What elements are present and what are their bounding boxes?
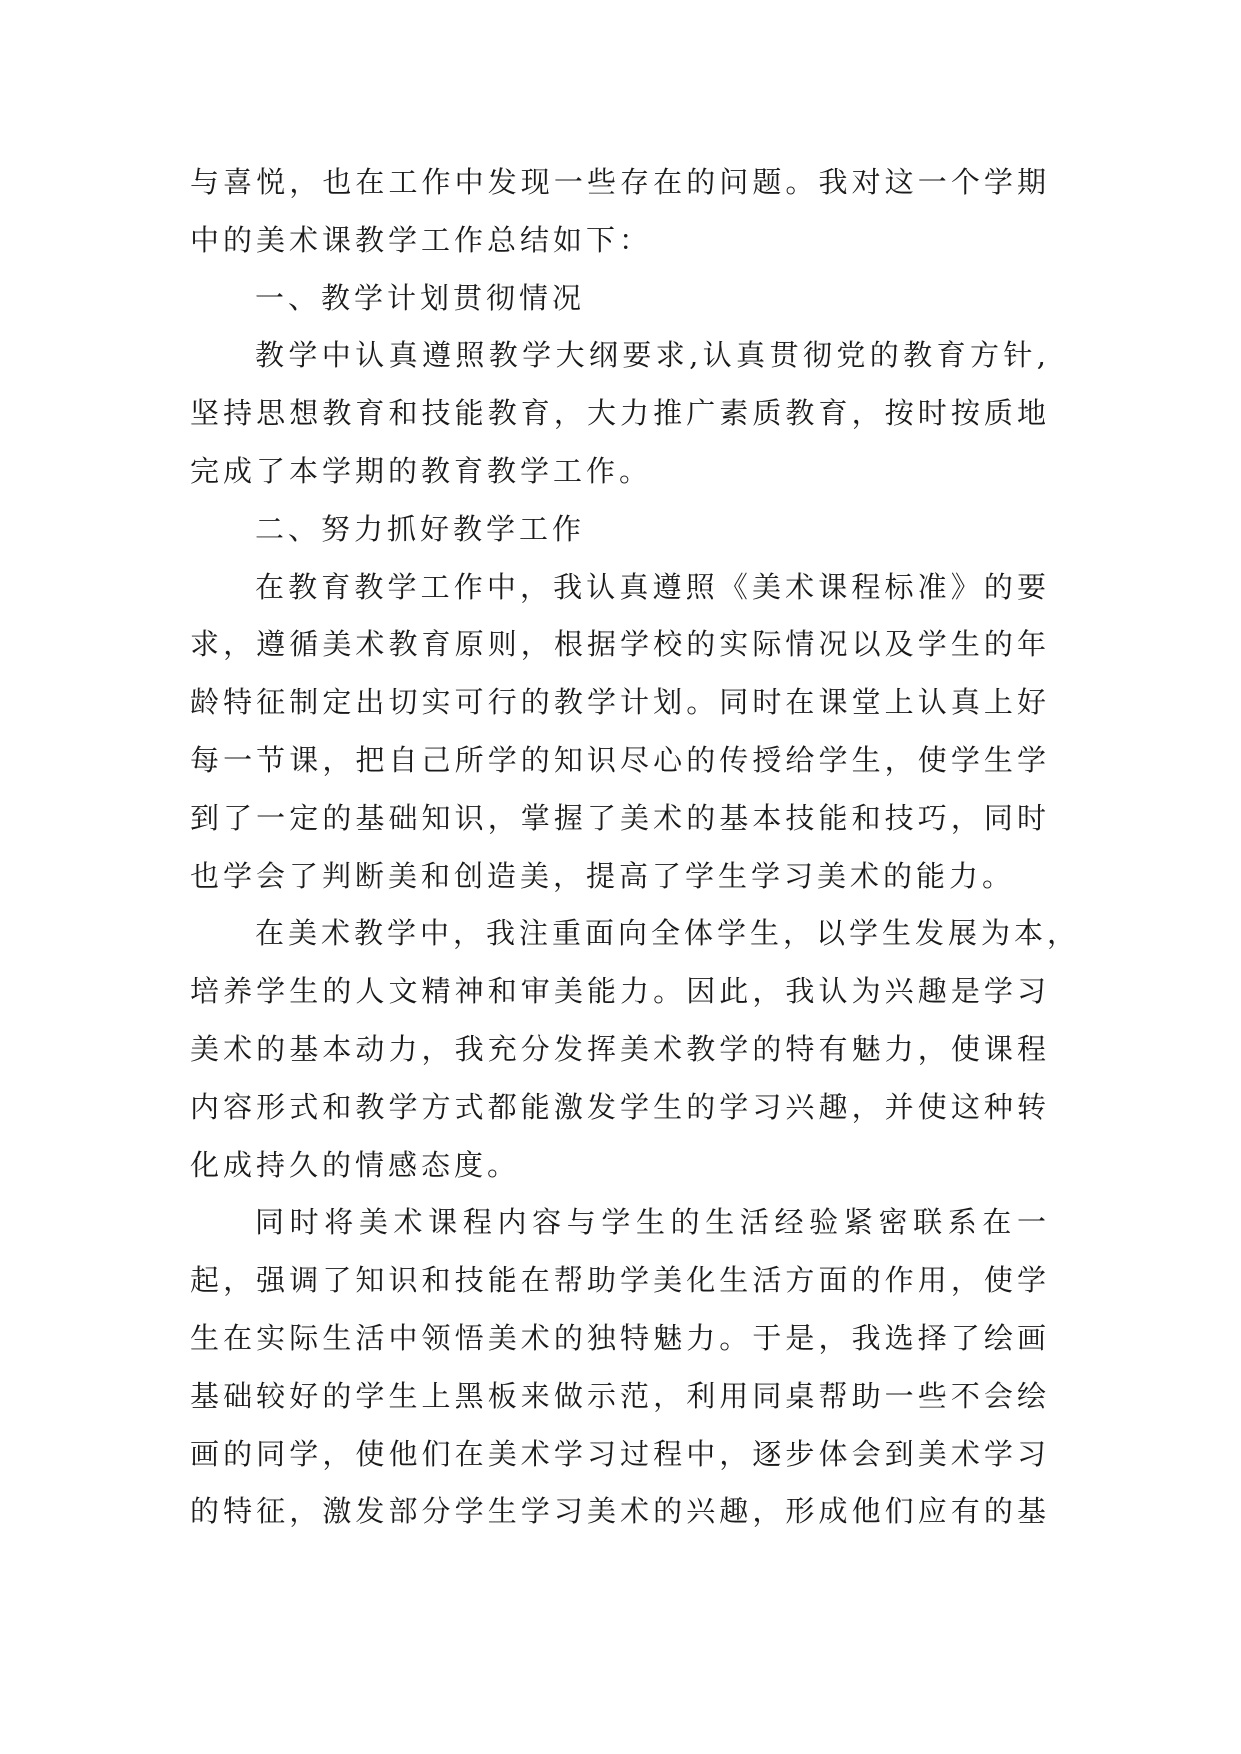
text-line: 龄特征制定出切实可行的教学计划。同时在课堂上认真上好: [190, 685, 1050, 720]
text-line: 的特征，激发部分学生学习美术的兴趣，形成他们应有的基: [190, 1494, 1050, 1529]
text-line: 完成了本学期的教育教学工作。: [190, 453, 653, 488]
text-line: 求，遵循美术教育原则，根据学校的实际情况以及学生的年: [190, 627, 1050, 662]
text-line: 每一节课，把自己所学的知识尽心的传授给学生，使学生学: [190, 742, 1050, 777]
text-line: 培养学生的人文精神和审美能力。因此，我认为兴趣是学习: [190, 974, 1050, 1009]
text-line: 坚持思想教育和技能教育，大力推广素质教育，按时按质地: [190, 396, 1050, 431]
text-line: 化成持久的情感态度。: [190, 1147, 521, 1182]
text-line: 与喜悦，也在工作中发现一些存在的问题。我对这一个学期: [190, 165, 1050, 199]
text-line: 中的美术课教学工作总结如下：: [190, 222, 653, 257]
text-line: 教学中认真遵照教学大纲要求,认真贯彻党的教育方针,: [255, 338, 1050, 373]
text-line: 美术的基本动力，我充分发挥美术教学的特有魅力，使课程: [190, 1031, 1050, 1066]
text-line: 起，强调了知识和技能在帮助学美化生活方面的作用，使学: [190, 1263, 1050, 1298]
text-line: 也学会了判断美和创造美，提高了学生学习美术的能力。: [190, 858, 1016, 893]
text-line: 在美术教学中，我注重面向全体学生，以学生发展为本，: [255, 916, 1081, 951]
text-line: 基础较好的学生上黑板来做示范，利用同桌帮助一些不会绘: [190, 1378, 1050, 1413]
text-line: 到了一定的基础知识，掌握了美术的基本技能和技巧，同时: [190, 800, 1050, 835]
text-line: 在教育教学工作中，我认真遵照《美术课程标准》的要: [255, 569, 1050, 604]
section-heading: 一、教学计划贯彻情况: [255, 280, 586, 315]
text-line: 生在实际生活中领悟美术的独特魅力。于是，我选择了绘画: [190, 1320, 1050, 1355]
text-line: 同时将美术课程内容与学生的生活经验紧密联系在一: [255, 1205, 1050, 1240]
text-line: 画的同学，使他们在美术学习过程中，逐步体会到美术学习: [190, 1436, 1050, 1471]
section-heading: 二、努力抓好教学工作: [255, 511, 586, 546]
document-body: [190, 154, 1081, 1541]
text-line: 内容形式和教学方式都能激发学生的学习兴趣，并使这种转: [190, 1089, 1050, 1124]
